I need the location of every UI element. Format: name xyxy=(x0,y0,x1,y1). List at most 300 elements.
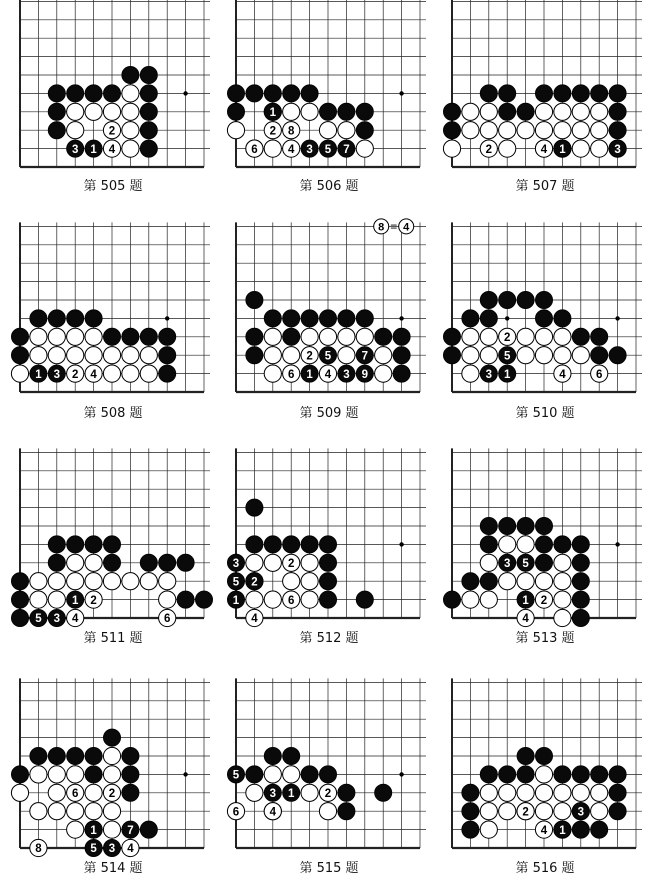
black-stone xyxy=(122,747,139,764)
move-number: 3 xyxy=(614,143,621,156)
black-stone xyxy=(480,536,497,553)
black-stone xyxy=(159,328,176,345)
black-stone xyxy=(319,766,336,783)
move-number: 4 xyxy=(522,613,529,626)
star-point xyxy=(183,91,187,95)
white-stone xyxy=(283,766,300,783)
black-stone xyxy=(591,766,608,783)
black-stone xyxy=(462,803,479,820)
black-stone xyxy=(517,517,534,534)
black-stone xyxy=(572,85,589,102)
white-stone xyxy=(283,573,300,590)
black-stone xyxy=(443,347,460,364)
white-stone xyxy=(535,122,552,139)
black-stone xyxy=(67,310,84,327)
black-stone xyxy=(609,85,626,102)
move-number: 3 xyxy=(269,788,277,800)
white-stone xyxy=(480,554,497,571)
black-stone xyxy=(122,328,139,345)
black-stone xyxy=(443,591,460,608)
move-number: 4 xyxy=(269,806,277,819)
white-stone xyxy=(591,103,608,120)
black-stone xyxy=(177,591,194,608)
move-number: 1 xyxy=(503,368,511,381)
white-stone xyxy=(480,803,497,820)
move-number: 6 xyxy=(163,613,171,626)
problem-caption: 第 510 题 xyxy=(515,406,575,421)
white-stone xyxy=(122,103,139,120)
star-point xyxy=(399,542,403,546)
white-stone xyxy=(517,328,534,345)
move-number: 1 xyxy=(269,107,277,119)
star-point xyxy=(399,772,403,776)
move-number: 1 xyxy=(71,594,79,607)
black-stone xyxy=(85,766,102,783)
star-point xyxy=(615,542,619,546)
black-stone xyxy=(375,784,392,801)
black-stone xyxy=(140,85,157,102)
move-number: 8 xyxy=(35,843,42,856)
white-stone xyxy=(122,347,139,364)
move-number: 1 xyxy=(522,594,529,607)
white-stone xyxy=(48,591,65,608)
black-stone xyxy=(11,328,28,345)
black-stone xyxy=(480,291,497,308)
black-stone xyxy=(572,591,589,608)
white-stone xyxy=(338,328,355,345)
black-stone xyxy=(356,591,373,608)
black-stone xyxy=(301,85,318,102)
white-stone xyxy=(554,591,571,608)
white-stone xyxy=(591,140,608,157)
problem-caption: 第 512 题 xyxy=(299,631,359,646)
black-stone xyxy=(319,310,336,327)
black-stone xyxy=(301,766,318,783)
move-number: 1 xyxy=(559,824,566,837)
move-number: 3 xyxy=(577,806,585,819)
white-stone xyxy=(48,573,65,590)
white-stone xyxy=(301,328,318,345)
white-stone xyxy=(48,347,65,364)
black-stone xyxy=(159,347,176,364)
black-stone xyxy=(535,310,552,327)
white-stone xyxy=(554,328,571,345)
white-stone xyxy=(122,140,139,157)
problem-caption: 第 513 题 xyxy=(515,631,575,646)
white-stone xyxy=(462,591,479,608)
black-stone xyxy=(535,747,552,764)
white-stone xyxy=(499,573,516,590)
white-stone xyxy=(591,803,608,820)
black-stone xyxy=(572,821,589,838)
white-stone xyxy=(85,803,102,820)
move-number: 1 xyxy=(232,594,240,607)
move-number: 4 xyxy=(287,143,295,156)
star-point xyxy=(615,316,619,320)
black-stone xyxy=(122,66,139,83)
go-diagram-第515题 xyxy=(227,678,426,876)
white-stone xyxy=(462,347,479,364)
black-stone xyxy=(227,85,244,102)
white-stone xyxy=(85,554,102,571)
black-stone xyxy=(480,85,497,102)
black-stone xyxy=(338,803,355,820)
move-number: 6 xyxy=(287,368,295,381)
black-stone xyxy=(48,310,65,327)
black-stone xyxy=(319,591,336,608)
white-stone xyxy=(480,347,497,364)
problem-caption: 第 515 题 xyxy=(299,861,359,876)
white-stone xyxy=(140,347,157,364)
white-stone xyxy=(67,554,84,571)
move-number: 4 xyxy=(108,143,116,156)
move-number: 6 xyxy=(232,806,240,819)
move-number: 2 xyxy=(108,125,116,138)
white-stone xyxy=(85,573,102,590)
black-stone xyxy=(499,517,516,534)
go-diagram-第513题 xyxy=(443,448,642,646)
black-stone xyxy=(140,554,157,571)
black-stone xyxy=(535,85,552,102)
black-stone xyxy=(11,766,28,783)
white-stone xyxy=(301,554,318,571)
white-stone xyxy=(264,766,281,783)
black-stone xyxy=(301,310,318,327)
black-stone xyxy=(264,536,281,553)
black-stone xyxy=(443,103,460,120)
move-number: 3 xyxy=(232,558,240,570)
problem-caption: 第 507 题 xyxy=(515,179,575,194)
star-point xyxy=(399,91,403,95)
white-stone xyxy=(535,803,552,820)
white-stone xyxy=(499,803,516,820)
black-stone xyxy=(443,122,460,139)
move-number: 3 xyxy=(503,558,511,570)
black-stone xyxy=(609,784,626,801)
move-number: 4 xyxy=(71,613,79,626)
black-stone xyxy=(338,310,355,327)
white-stone xyxy=(103,103,120,120)
problem-caption: 第 509 题 xyxy=(299,406,359,421)
white-stone xyxy=(103,347,120,364)
white-stone xyxy=(301,591,318,608)
white-stone xyxy=(140,573,157,590)
black-stone xyxy=(554,310,571,327)
white-stone xyxy=(499,784,516,801)
move-number: 3 xyxy=(53,368,61,381)
go-diagram-第512题 xyxy=(227,448,426,646)
white-stone xyxy=(535,784,552,801)
go-diagram-第510题 xyxy=(443,222,642,421)
move-number: 1 xyxy=(306,368,313,381)
white-stone xyxy=(30,803,47,820)
white-stone xyxy=(554,573,571,590)
black-stone xyxy=(572,573,589,590)
white-stone xyxy=(572,347,589,364)
black-stone xyxy=(609,347,626,364)
black-stone xyxy=(283,536,300,553)
white-stone xyxy=(30,573,47,590)
black-stone xyxy=(103,85,120,102)
white-stone xyxy=(517,536,534,553)
problem-caption: 第 506 题 xyxy=(299,179,359,194)
white-stone xyxy=(227,122,244,139)
black-stone xyxy=(535,554,552,571)
black-stone xyxy=(48,122,65,139)
move-number: 3 xyxy=(53,613,61,626)
white-stone xyxy=(480,591,497,608)
black-stone xyxy=(535,517,552,534)
black-stone xyxy=(554,85,571,102)
move-number: 5 xyxy=(232,769,240,782)
black-stone xyxy=(30,310,47,327)
white-stone xyxy=(48,784,65,801)
white-stone xyxy=(264,591,281,608)
white-stone xyxy=(356,328,373,345)
black-stone xyxy=(572,766,589,783)
white-stone xyxy=(85,328,102,345)
white-stone xyxy=(535,347,552,364)
black-stone xyxy=(246,499,263,516)
move-number: 1 xyxy=(90,143,97,156)
white-stone xyxy=(264,328,281,345)
black-stone xyxy=(246,766,263,783)
black-stone xyxy=(85,85,102,102)
black-stone xyxy=(609,122,626,139)
black-stone xyxy=(11,573,28,590)
white-stone xyxy=(319,328,336,345)
white-stone xyxy=(554,609,571,626)
black-stone xyxy=(140,103,157,120)
black-stone xyxy=(480,517,497,534)
white-stone xyxy=(30,328,47,345)
black-stone xyxy=(480,766,497,783)
move-number: 4 xyxy=(540,824,548,837)
move-number: 1 xyxy=(287,788,295,800)
problem-caption: 第 505 题 xyxy=(83,179,143,194)
go-diagram-第507题 xyxy=(443,0,642,194)
white-stone xyxy=(103,821,120,838)
black-stone xyxy=(356,122,373,139)
black-stone xyxy=(48,536,65,553)
black-stone xyxy=(572,536,589,553)
star-point xyxy=(183,772,187,776)
black-stone xyxy=(499,103,516,120)
black-stone xyxy=(48,554,65,571)
white-stone xyxy=(264,365,281,382)
black-stone xyxy=(246,536,263,553)
black-stone xyxy=(159,365,176,382)
white-stone xyxy=(535,328,552,345)
white-stone xyxy=(319,803,336,820)
white-stone xyxy=(462,122,479,139)
go-diagram-第509题 xyxy=(236,219,426,421)
white-stone xyxy=(535,573,552,590)
white-stone xyxy=(85,784,102,801)
black-stone xyxy=(535,291,552,308)
white-stone xyxy=(103,573,120,590)
black-stone xyxy=(227,103,244,120)
white-stone xyxy=(301,103,318,120)
move-number: 5 xyxy=(90,843,97,856)
black-stone xyxy=(140,122,157,139)
go-diagram-第514题 xyxy=(11,678,210,876)
move-number: 7 xyxy=(361,350,369,363)
black-stone xyxy=(609,803,626,820)
black-stone xyxy=(591,85,608,102)
move-number: 4 xyxy=(559,368,566,381)
black-stone xyxy=(554,766,571,783)
black-stone xyxy=(591,328,608,345)
black-stone xyxy=(554,536,571,553)
white-stone xyxy=(517,347,534,364)
black-stone xyxy=(283,85,300,102)
white-stone xyxy=(535,766,552,783)
white-stone xyxy=(338,122,355,139)
black-stone xyxy=(159,554,176,571)
go-diagram-第511题 xyxy=(11,448,212,646)
black-stone xyxy=(319,573,336,590)
white-stone xyxy=(264,554,281,571)
move-number: 9 xyxy=(361,368,369,381)
move-number: 3 xyxy=(108,843,116,856)
problem-caption: 第 514 题 xyxy=(83,861,143,876)
black-stone xyxy=(572,554,589,571)
move-number: 2 xyxy=(269,125,277,138)
move-number: 2 xyxy=(522,806,529,819)
white-stone xyxy=(67,328,84,345)
go-diagram-第505题 xyxy=(20,0,210,194)
star-point xyxy=(165,316,169,320)
black-stone xyxy=(572,328,589,345)
white-stone xyxy=(499,122,516,139)
white-stone xyxy=(264,347,281,364)
move-number: 1 xyxy=(559,143,566,156)
move-number: 1 xyxy=(90,824,97,837)
white-stone xyxy=(462,328,479,345)
white-stone xyxy=(480,103,497,120)
white-stone xyxy=(338,347,355,364)
black-stone xyxy=(246,85,263,102)
white-stone xyxy=(122,85,139,102)
move-number: 5 xyxy=(522,558,529,570)
black-stone xyxy=(301,536,318,553)
white-stone xyxy=(535,103,552,120)
white-stone xyxy=(375,365,392,382)
black-stone xyxy=(11,591,28,608)
white-stone xyxy=(67,573,84,590)
black-stone xyxy=(30,747,47,764)
white-stone xyxy=(572,122,589,139)
white-stone xyxy=(591,122,608,139)
move-number: 3 xyxy=(485,368,493,381)
white-stone xyxy=(572,140,589,157)
black-stone xyxy=(177,554,194,571)
black-stone xyxy=(462,784,479,801)
white-stone xyxy=(554,784,571,801)
problem-caption: 第 516 题 xyxy=(515,861,575,876)
black-stone xyxy=(283,328,300,345)
black-stone xyxy=(103,536,120,553)
black-stone xyxy=(609,766,626,783)
black-stone xyxy=(48,103,65,120)
go-diagram-第516题 xyxy=(452,678,642,876)
black-stone xyxy=(462,573,479,590)
move-number: 2 xyxy=(108,788,116,800)
white-stone xyxy=(554,803,571,820)
star-point xyxy=(505,316,509,320)
white-stone xyxy=(462,365,479,382)
black-stone xyxy=(140,328,157,345)
black-stone xyxy=(338,103,355,120)
black-stone xyxy=(140,821,157,838)
white-stone xyxy=(283,103,300,120)
white-stone xyxy=(375,347,392,364)
white-stone xyxy=(480,328,497,345)
white-stone xyxy=(480,821,497,838)
white-stone xyxy=(443,140,460,157)
white-stone xyxy=(319,122,336,139)
white-stone xyxy=(67,103,84,120)
move-number: 4 xyxy=(251,613,258,626)
black-stone xyxy=(517,291,534,308)
move-number: 5 xyxy=(503,350,511,363)
move-number: 5 xyxy=(232,576,240,589)
black-stone xyxy=(122,784,139,801)
white-stone xyxy=(103,365,120,382)
black-stone xyxy=(393,328,410,345)
white-stone xyxy=(572,784,589,801)
black-stone xyxy=(67,747,84,764)
black-stone xyxy=(443,328,460,345)
move-number: 5 xyxy=(324,143,332,156)
black-stone xyxy=(122,766,139,783)
white-stone xyxy=(103,766,120,783)
black-stone xyxy=(499,766,516,783)
black-stone xyxy=(48,85,65,102)
white-stone xyxy=(67,803,84,820)
white-stone xyxy=(122,573,139,590)
go-diagram-第508题 xyxy=(11,222,210,421)
black-stone xyxy=(140,140,157,157)
black-stone xyxy=(319,103,336,120)
white-stone xyxy=(554,103,571,120)
white-stone xyxy=(462,103,479,120)
black-stone xyxy=(140,66,157,83)
move-number: 2 xyxy=(251,576,258,589)
black-stone xyxy=(393,347,410,364)
black-stone xyxy=(356,310,373,327)
white-stone xyxy=(246,554,263,571)
black-stone xyxy=(517,766,534,783)
white-stone xyxy=(67,766,84,783)
white-stone xyxy=(122,365,139,382)
white-stone xyxy=(554,347,571,364)
white-stone xyxy=(246,591,263,608)
black-stone xyxy=(195,591,212,608)
black-stone xyxy=(319,554,336,571)
black-stone xyxy=(535,536,552,553)
white-stone xyxy=(480,784,497,801)
white-stone xyxy=(159,591,176,608)
white-stone xyxy=(591,784,608,801)
white-stone xyxy=(517,784,534,801)
black-stone xyxy=(572,609,589,626)
black-stone xyxy=(462,310,479,327)
white-stone xyxy=(103,747,120,764)
white-stone xyxy=(499,140,516,157)
black-stone xyxy=(283,310,300,327)
